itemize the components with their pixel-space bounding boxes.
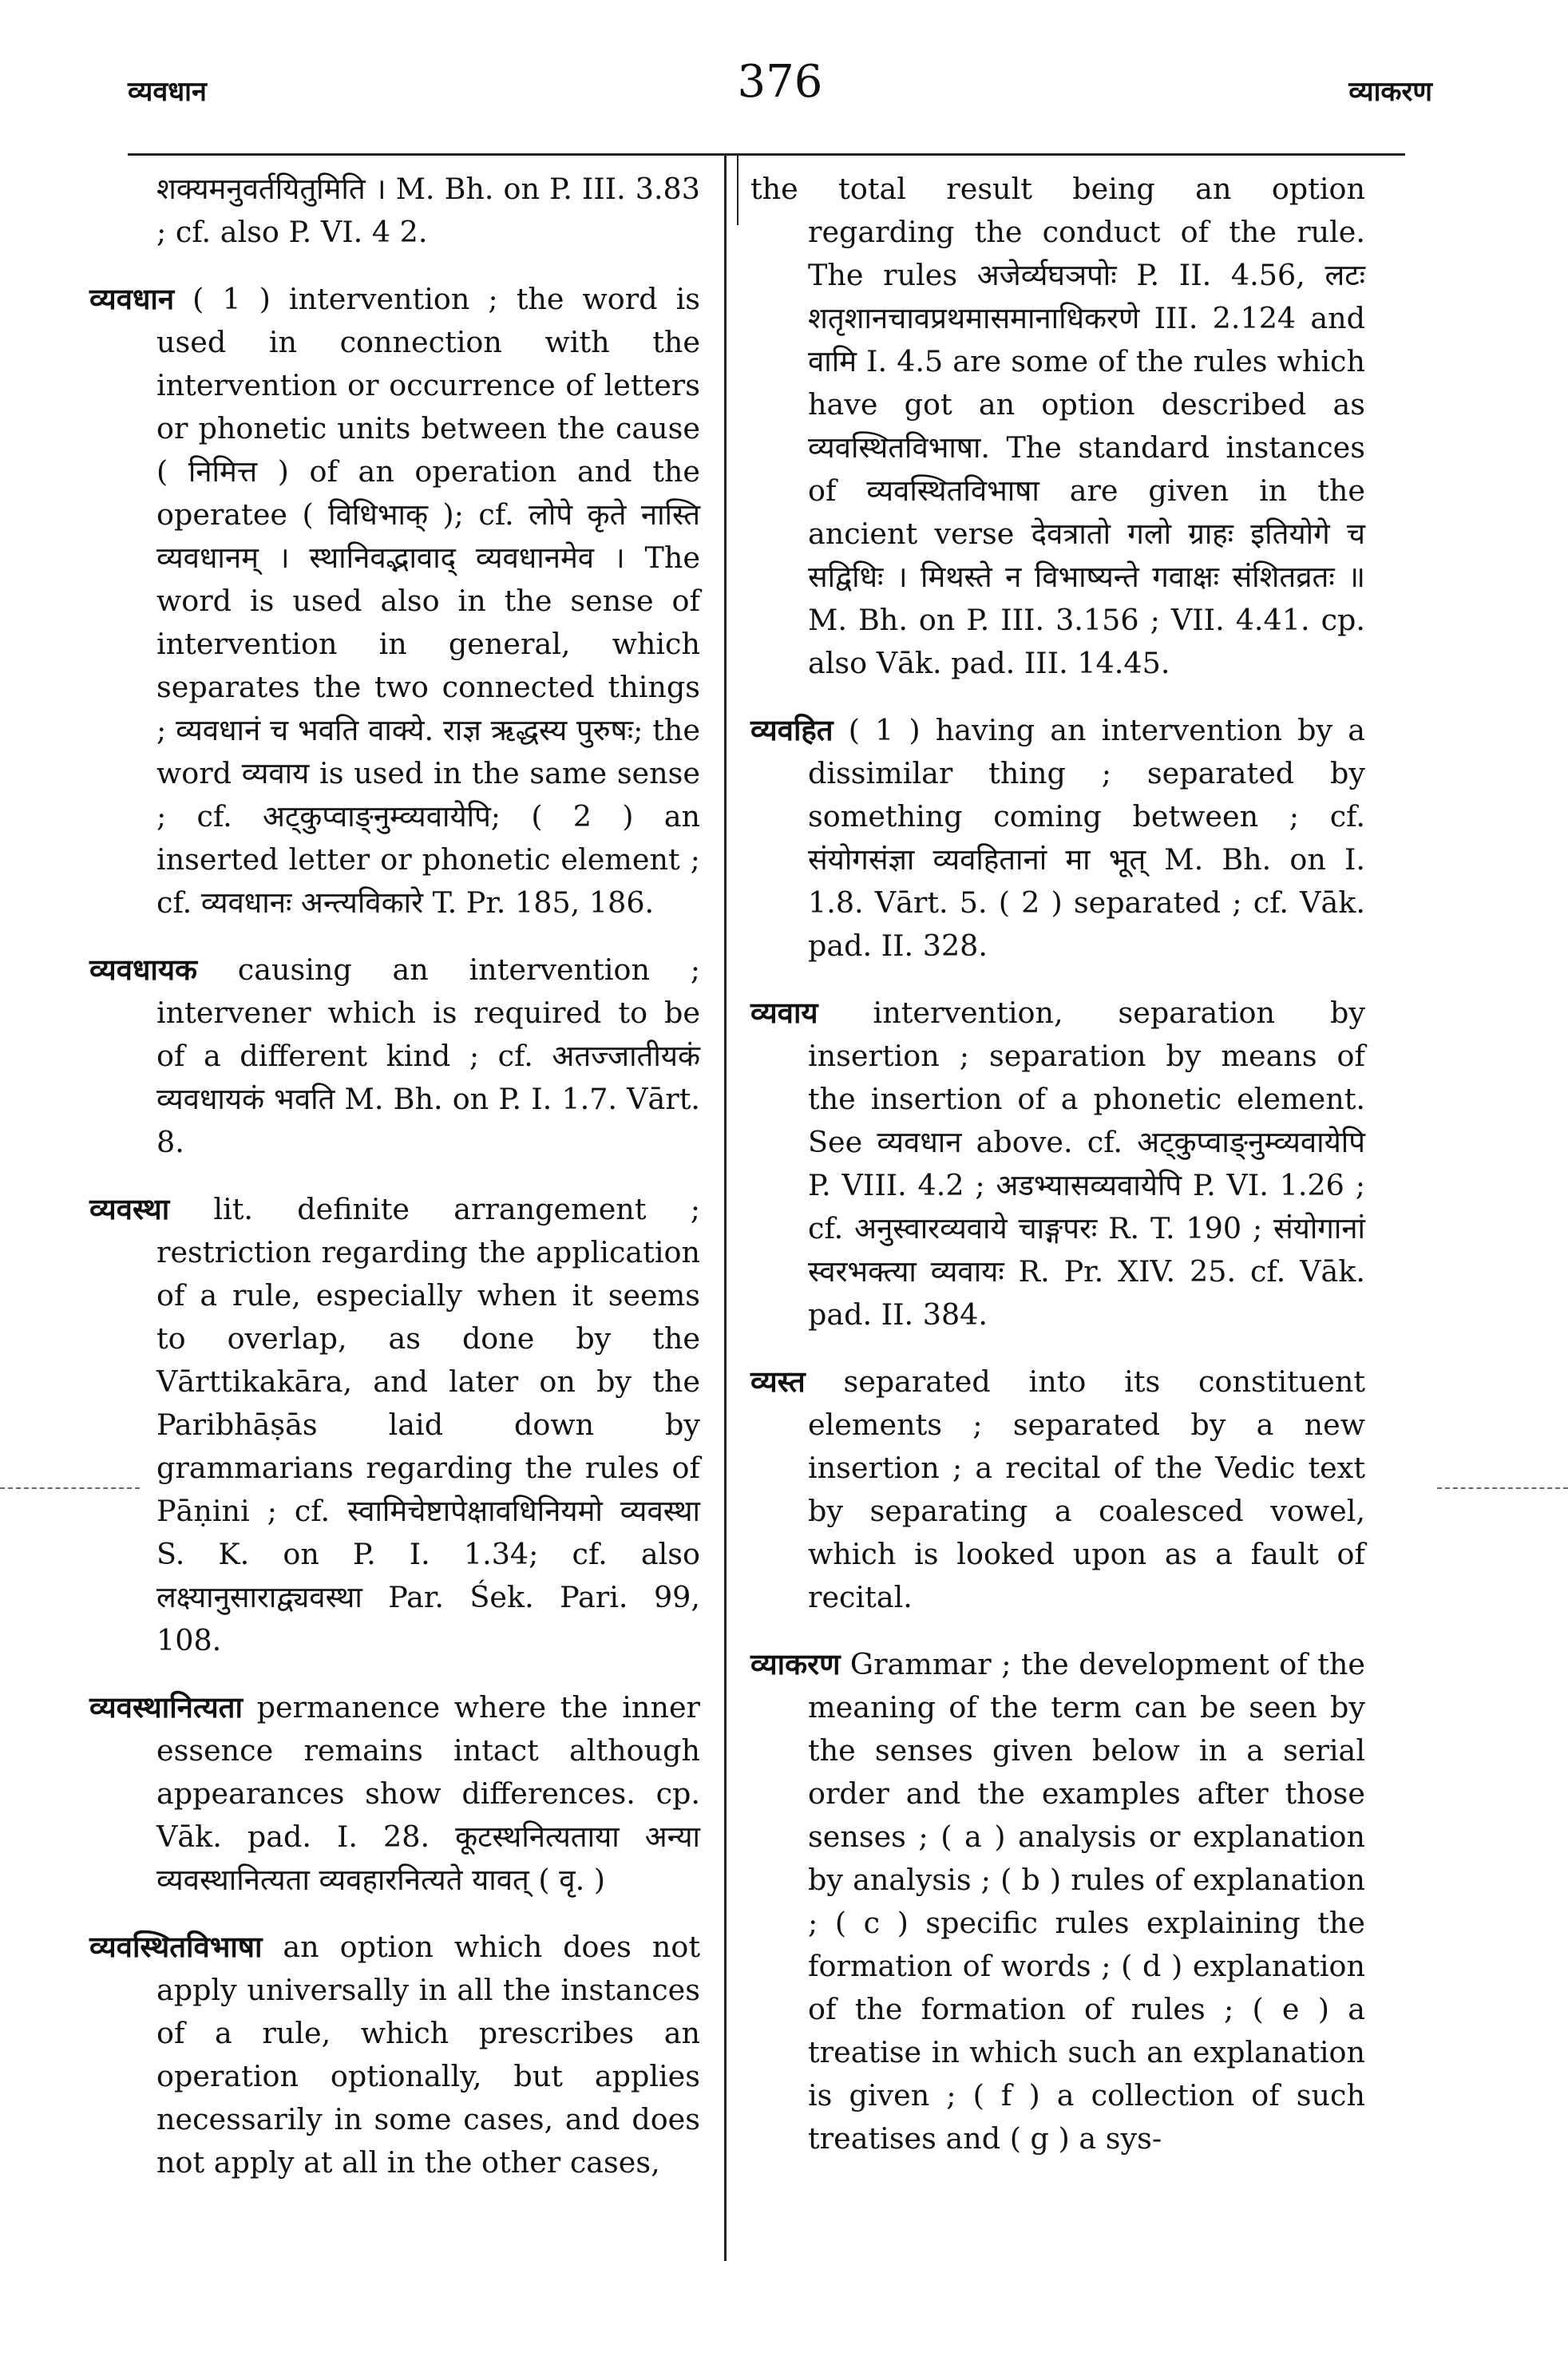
- entry-text: शक्यमनुवर्तयितुमिति । M. Bh. on P. III. 3.83 ; cf. also P. VI. 4 2.: [156, 172, 700, 249]
- entry-continuation: [89, 168, 700, 254]
- right-column: [750, 168, 1365, 2184]
- header-rule: [128, 153, 1405, 156]
- fold-line-right: [1437, 1487, 1568, 1489]
- entry-text: the total result being an option regarding the conduct of the rule. The rules अजेर्व्यघञपोः P. II. 4.56, लटः शतृशानचावप्रथमासमानाधिकरणे III. 2.124 and वामि I. 4.5 are some of the rules which have got an option described as व्यवस्थितविभाषा. The standard instances of व्यवस्थितविभाषा are given in the ancient verse देवत्रातो गलो ग्राहः इतियोगे च सद्विधिः । मिथस्ते न विभाष्यन्ते गवाक्षः संशितव्रतः ॥ M. Bh. on P. III. 3.156 ; VII. 4.41. cp. also Vāk. pad. III. 14.45.: [750, 172, 1365, 680]
- entry-text: separated into its constituent elements ; separated by a new insertion ; a recital of the Vedic text by separating a coalesced vowel, which is looked upon as a fault of recital.: [805, 1364, 1365, 1614]
- entry-headword: व्यवस्था: [89, 1192, 170, 1226]
- entry: [89, 278, 700, 925]
- entry-headword: व्यवस्थितविभाषा: [89, 1930, 263, 1964]
- entry-headword: व्याकरण: [750, 1647, 841, 1681]
- column-divider: [724, 153, 727, 2261]
- entry-text: permanence where the inner essence remains intact although appearances show differences. cp. Vāk. pad. I. 28. कूटस्थनित्यताया अन्या व्यवस्थानित्यता व्यवहारनित्यते यावत् ( वृ. ): [156, 1690, 700, 1897]
- entry-headword: व्यवहित: [750, 713, 833, 747]
- entry: [750, 1643, 1365, 2160]
- entry-headword: व्यवाय: [750, 996, 818, 1030]
- entry-text: intervention, separation by insertion ; separation by means of the insertion of a phonetic element. See व्यवधान above. cf. अट्कुप्वाङ्नुम्व्यवायेपि P. VIII. 4.2 ; अडभ्यासव्यवायेपि P. VI. 1.26 ; cf. अनुस्वारव्यवाये चाङ्गपरः R. T. 190 ; संयोगानां स्वरभक्त्या व्यवायः R. Pr. XIV. 25. cf. Vāk. pad. II. 384.: [808, 996, 1365, 1332]
- entry-headword: व्यस्त: [750, 1364, 806, 1399]
- entry: [89, 1188, 700, 1662]
- entry-headword: व्यवस्थानित्यता: [89, 1690, 243, 1724]
- left-column: [89, 168, 700, 2208]
- entry: [750, 992, 1365, 1336]
- running-head-left: व्यवधान: [128, 76, 207, 108]
- entry-continuation: [750, 168, 1365, 685]
- entry-text: an option which does not apply universally in all the instances of a rule, which prescribes an operation optionally, but applies necessarily in some cases, and does not apply at all in the other cases,: [156, 1930, 700, 2180]
- top-short-rule: [737, 153, 738, 225]
- entry-text: Grammar ; the development of the meaning of the term can be seen by the senses given below in a serial order and the examples after those senses ; ( a ) analysis or explanation by analysis ; ( b ) rules of explanation ; ( c ) specific rules explaining the formation of words ; ( d ) explanation of the formation of rules ; ( e ) a treatise in which such an explanation is given ; ( f ) a collection of such treatises and ( g ) a sys-: [808, 1647, 1365, 2156]
- entry: [750, 709, 1365, 968]
- entry-text: causing an intervention ; intervener which is required to be of a different kind ; cf. अतज्जातीयकं व्यवधायकं भवति M. Bh. on P. I. 1.7. Vārt. 8.: [156, 952, 700, 1159]
- running-head: [128, 56, 1432, 120]
- entry: [750, 1360, 1365, 1619]
- page-number: 376: [737, 56, 823, 108]
- entry: [89, 1926, 700, 2184]
- entry-headword: व्यवधायक: [89, 952, 198, 987]
- entry: [89, 1686, 700, 1902]
- running-head-right: व्याकरण: [1348, 76, 1432, 108]
- entry: [89, 948, 700, 1164]
- entry-text: lit. definite arrangement ; restriction regarding the application of a rule, especially when it seems to overlap, as done by the Vārttikakāra, and later on by the Paribhāṣās laid down by grammarians regarding the rules of Pāṇini ; cf. स्वामिचेष्टापेक्षावधिनियमो व्यवस्था S. K. on P. I. 1.34; cf. also लक्ष्यानुसाराद्व्यवस्था Par. Śek. Pari. 99, 108.: [156, 1192, 700, 1657]
- entry-text: ( 1 ) intervention ; the word is used in connection with the intervention or occurrence of letters or phonetic units between the cause ( निमित्त ) of an operation and the operatee ( विधिभाक् ); cf. लोपे कृते नास्ति व्यवधानम् । स्थानिवद्भावाद् व्यवधानमेव । The word is used also in the sense of intervention in general, which separates the two connected things ; व्यवधानं च भवति वाक्ये. राज्ञ ऋद्धस्य पुरुषः; the word व्यवाय is used in the same sense ; cf. अट्कुप्वाङ्नुम्व्यवायेपि; ( 2 ) an inserted letter or phonetic element ; cf. व्यवधानः अन्त्यविकारे T. Pr. 185, 186.: [156, 282, 700, 920]
- entry-text: ( 1 ) having an intervention by a dissimilar thing ; separated by something coming between ; cf. संयोगसंज्ञा व्यवहितानां मा भूत् M. Bh. on I. 1.8. Vārt. 5. ( 2 ) separated ; cf. Vāk. pad. II. 328.: [808, 713, 1365, 963]
- entry-headword: व्यवधान: [89, 282, 175, 316]
